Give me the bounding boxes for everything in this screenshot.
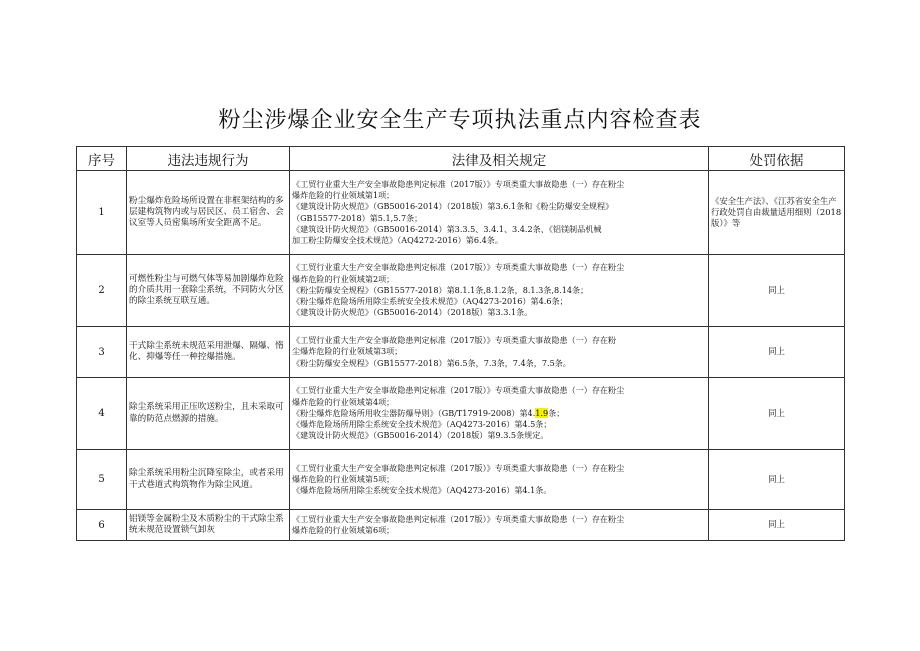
highlighted-text: 1.9 — [535, 407, 549, 418]
row-law — [290, 378, 709, 450]
law-line: 爆炸危险的行业领域第1项； — [292, 190, 395, 201]
row-seq: 2 — [77, 255, 127, 327]
table-row — [77, 378, 845, 450]
law-line: 《爆炸危险场所用除尘系统安全技术规范》（AQ4273-2016）第4.5条； — [292, 419, 552, 430]
law-line: 尘爆炸危险的行业领域第3项； — [292, 346, 403, 357]
header-seq: 序号 — [77, 147, 127, 171]
law-line: 《工贸行业重大生产安全事故隐患判定标准（2017版）》专项类重大事故隐患（一）存在粉 — [292, 335, 617, 346]
table-row — [77, 510, 845, 541]
page-title: 粉尘涉爆企业安全生产专项执法重点内容检查表 — [218, 108, 702, 133]
law-text: 条； — [548, 407, 565, 418]
law-text: 《粉尘爆炸危险场所用收尘器防爆导则》（GB/T17919-2008）第4. — [292, 407, 536, 418]
row-law — [290, 327, 709, 378]
row-basis: 同上 — [709, 378, 845, 450]
row-seq: 1 — [77, 171, 127, 255]
table-row — [77, 327, 845, 378]
law-line: 《工贸行业重大生产安全事故隐患判定标准（2017版）》专项类重大事故隐患（一）存在粉尘 — [292, 385, 625, 396]
law-line: 《粉尘防爆安全规程》（GB15577-2018）第8.1.1条,8.1.2条，8.1.3条,8.14条； — [292, 284, 589, 295]
row-violation: 粉尘爆炸危险场所设置在非框架结构的多层建构筑物内或与居民区、员工宿舍、会议室等人员密集场所安全距离不足。 — [127, 171, 290, 255]
law-line: 《建筑设计防火规范》（GB50016-2014）（2018版）第3.3.1条。 — [292, 307, 533, 318]
law-line: 爆炸危险的行业领域第4项； — [292, 396, 395, 407]
law-line: 《工贸行业重大生产安全事故隐患判定标准（2017版）》专项类重大事故隐患（一）存在粉尘 — [292, 462, 625, 473]
row-law — [290, 255, 709, 327]
row-basis: 同上 — [709, 510, 845, 541]
table-row — [77, 450, 845, 510]
law-line — [292, 408, 706, 419]
row-seq: 3 — [77, 327, 127, 378]
row-violation: 铝镁等金属粉尘及木质粉尘的干式除尘系统未规范设置锁气卸灰 — [127, 510, 290, 541]
law-line: 《工贸行业重大生产安全事故隐患判定标准（2017版）》专项类重大事故隐患（一）存在粉尘 — [292, 262, 625, 273]
law-line: 《粉尘防爆安全规程》（GB15577-2018）第6.5条，7.3条，7.4条，7.5条。 — [292, 357, 571, 368]
row-basis: 《安全生产法》、《江苏省安全生产行政处罚自由裁量适用细则（2018版）》等 — [709, 171, 845, 255]
row-law — [290, 450, 709, 510]
row-violation: 干式除尘系统未规范采用泄爆、隔爆、惰化、抑爆等任一种控爆措施。 — [127, 327, 290, 378]
row-seq: 6 — [77, 510, 127, 541]
law-line: 《爆炸危险场所用除尘系统安全技术规范》（AQ4273-2016）第4.1条。 — [292, 485, 552, 496]
header-violation: 违法违规行为 — [127, 147, 290, 171]
row-seq: 4 — [77, 378, 127, 450]
row-violation: 除尘系统采用正压吹送粉尘，且未采取可靠的防范点燃源的措施。 — [127, 378, 290, 450]
law-line: 爆炸危险的行业领域第5项； — [292, 473, 395, 484]
table-row — [77, 171, 845, 255]
inspection-table — [76, 146, 845, 541]
law-line: 《建筑设计防火规范》（GB50016-2014）（2018版）第3.6.1条和《粉尘防爆安全规程》 — [292, 201, 614, 212]
table-row — [77, 255, 845, 327]
law-line: 《工贸行业重大生产安全事故隐患判定标准（2017版）》专项类重大事故隐患（一）存在粉尘 — [292, 178, 625, 189]
row-law — [290, 510, 709, 541]
row-basis: 同上 — [709, 327, 845, 378]
law-line: 加工粉尘防爆安全技术规范》（AQ4272-2016）第6.4条。 — [292, 234, 503, 245]
table-header-row — [77, 147, 845, 171]
row-basis: 同上 — [709, 255, 845, 327]
row-seq: 5 — [77, 450, 127, 510]
row-violation: 除尘系统采用粉尘沉降室除尘，或者采用干式巷道式构筑物作为除尘风道。 — [127, 450, 290, 510]
header-law: 法律及相关规定 — [290, 147, 709, 171]
law-line: 《建筑设计防火规范》（GB50016-2014）第3.3.5、3.4.1、3.4.2条、《铝镁制品机械 — [292, 223, 602, 234]
law-line: 爆炸危险的行业领域第2项； — [292, 273, 395, 284]
law-line: 《工贸行业重大生产安全事故隐患判定标准（2017版）》专项类重大事故隐患（一）存在粉尘 — [292, 513, 625, 524]
row-law — [290, 171, 709, 255]
law-line: 爆炸危险的行业领域第6项； — [292, 525, 395, 535]
law-line: （GB15577-2018）第5.1,5.7条； — [292, 212, 423, 223]
law-line: 《粉尘爆炸危险场所用除尘系统安全技术规范》（AQ4273-2016）第4.6条； — [292, 296, 568, 307]
row-basis: 同上 — [709, 450, 845, 510]
law-line: 《建筑设计防火规范》（GB50016-2014）（2018版）第9.3.5条规定。 — [292, 430, 549, 441]
header-basis: 处罚依据 — [709, 147, 845, 171]
row-violation: 可燃性粉尘与可燃气体等易加剧爆炸危险的介质共用一套除尘系统，不同防火分区的除尘系统互联互通。 — [127, 255, 290, 327]
